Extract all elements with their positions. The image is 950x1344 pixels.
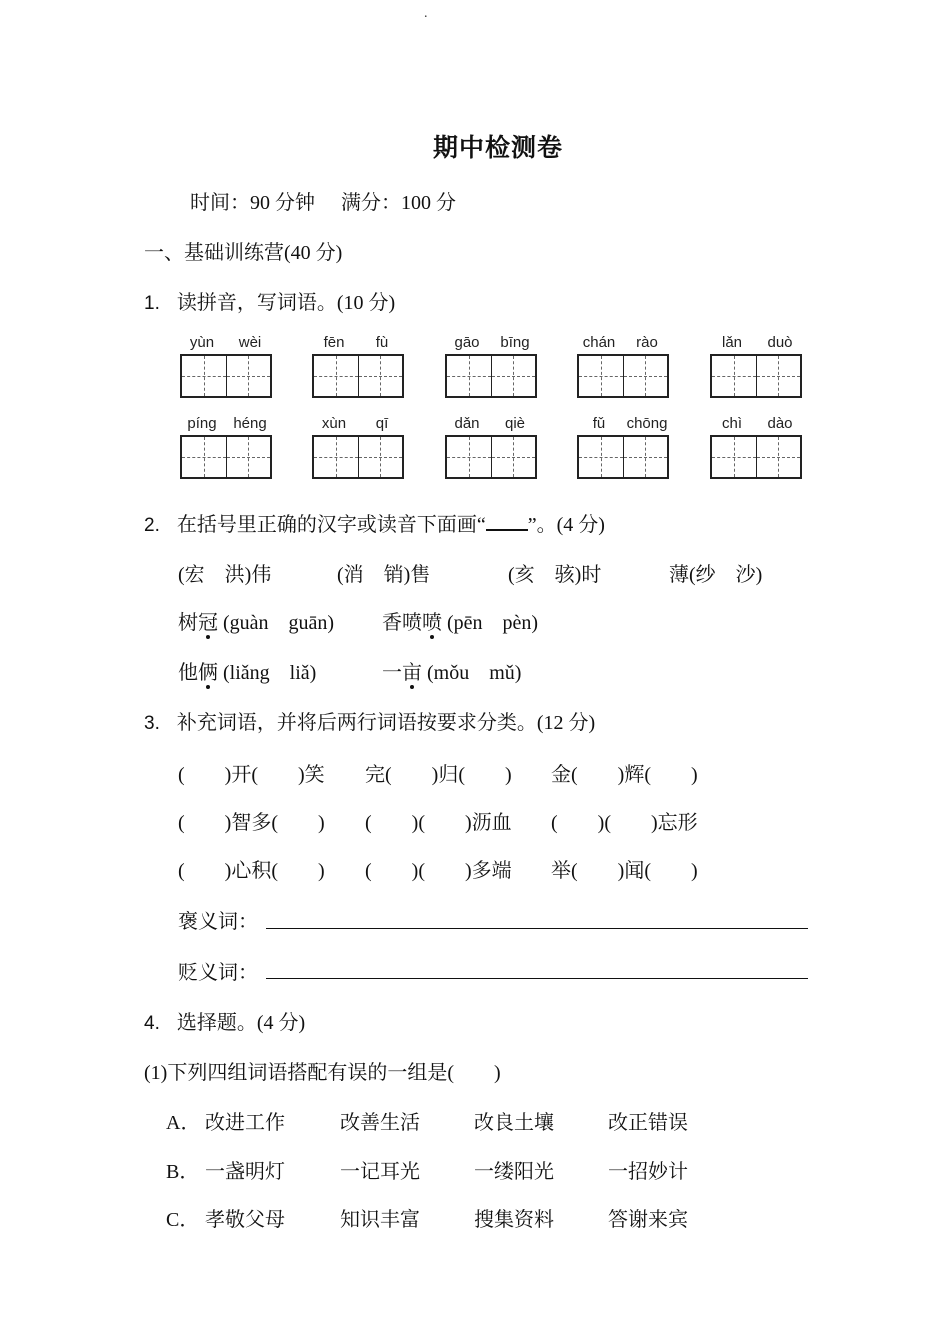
question-number: 3. [144,713,160,734]
pinyin-label [708,415,804,435]
header-dot: . [424,6,428,21]
commendatory-answer-line[interactable] [266,928,808,929]
question-number: 1. [144,293,160,314]
pinyin-write-item [178,415,274,435]
derogatory-label: 贬义词： [178,962,258,984]
idiom-blank[interactable]: ( )( )多端 [365,860,512,882]
idiom-blank[interactable]: ( )( )沥血 [365,812,512,834]
option-phrase: 答谢来宾 [608,1209,688,1231]
pinyin-syllable: píng [187,415,217,432]
writing-grid[interactable] [312,354,404,398]
option-phrase: 改良土壤 [474,1112,554,1134]
option-phrase: 一记耳光 [340,1161,420,1183]
writing-grid[interactable] [312,435,404,479]
q2-pinyin-options: (guàn guān) [218,612,335,634]
q2-pinyin-options: (mǒu mǔ) [422,662,522,684]
q2-dotted-char: 亩 [402,656,422,685]
option-phrase: 一盏明灯 [205,1161,285,1183]
option-phrase: 一招妙计 [608,1161,688,1183]
question-text: 选择题。(4 分) [176,1012,306,1034]
tianzige-cell[interactable] [182,437,226,477]
q2-word: 他 [178,662,198,684]
pinyin-syllable: fǔ [592,415,606,432]
option-label[interactable]: B． [166,1161,200,1183]
idiom-blank[interactable]: 举( )闻( ) [551,860,698,882]
pinyin-syllable: fù [375,334,389,351]
answer-underline-sample [486,513,528,531]
option-phrase: 改善生活 [340,1112,420,1134]
pinyin-syllable: dào [767,415,793,432]
pinyin-label [575,334,671,354]
idiom-blank[interactable]: ( )( )忘形 [551,812,698,834]
q2-item [382,606,538,635]
pinyin-syllable: duò [767,334,793,351]
q2-item: 薄(纱 沙) [669,564,763,586]
pinyin-write-item [575,334,671,354]
tianzige-cell[interactable] [623,356,668,396]
idiom-blank[interactable]: ( )智多( ) [178,812,325,834]
option-label[interactable]: C． [166,1209,200,1231]
commendatory-label: 褒义词： [178,911,258,933]
question-number: 2. [144,515,160,536]
pinyin-syllable: gāo [454,334,480,351]
q2-item [178,606,334,635]
pinyin-syllable: fēn [323,334,345,351]
pinyin-syllable: yùn [189,334,215,351]
q2-word: 一 [382,662,402,684]
question-text-a: 在括号里正确的汉字或读音下面画“ [176,514,486,536]
writing-grid[interactable] [710,435,802,479]
pinyin-write-item [310,334,406,354]
time-limit: 时间：90 分钟 [190,192,315,214]
pinyin-label [178,415,274,435]
writing-grid[interactable] [445,435,537,479]
pinyin-syllable: bīng [500,334,530,351]
tianzige-cell[interactable] [623,437,668,477]
q2-item [382,656,521,685]
q2-dotted-char: 俩 [198,656,218,685]
option-phrase: 搜集资料 [474,1209,554,1231]
tianzige-cell[interactable] [182,356,226,396]
option-phrase: 一缕阳光 [474,1161,554,1183]
tianzige-cell[interactable] [358,356,403,396]
pinyin-write-item [443,334,539,354]
question-4 [144,1006,305,1035]
tianzige-cell[interactable] [579,356,623,396]
derogatory-answer-line[interactable] [266,978,808,979]
pinyin-syllable: chōng [626,415,668,432]
q2-item: (宏 洪)伟 [178,564,272,586]
pinyin-syllable: chì [721,415,742,432]
page-title: 期中检测卷 [432,135,563,162]
tianzige-cell[interactable] [226,356,271,396]
tianzige-cell[interactable] [756,356,801,396]
pinyin-label [575,415,671,435]
pinyin-label [708,334,804,354]
pinyin-syllable: rào [636,334,658,351]
exam-meta [190,186,456,215]
option-label[interactable]: A． [166,1112,201,1134]
tianzige-cell[interactable] [358,437,403,477]
option-phrase: 改进工作 [205,1112,285,1134]
question-2 [144,508,605,537]
sub-question-1: (1)下列四组词语搭配有误的一组是( ) [144,1062,501,1084]
option-phrase: 改正错误 [608,1112,688,1134]
writing-grid[interactable] [577,435,669,479]
option-phrase: 知识丰富 [340,1209,420,1231]
tianzige-cell[interactable] [756,437,801,477]
idiom-blank[interactable]: ( )开( )笑 [178,764,325,786]
tianzige-cell[interactable] [491,356,536,396]
pinyin-syllable: chán [582,334,616,351]
pinyin-write-item [310,415,406,435]
idiom-blank[interactable]: 金( )辉( ) [551,764,698,786]
pinyin-syllable: qiè [504,415,526,432]
pinyin-write-item [708,415,804,435]
question-1 [144,286,395,315]
q2-dotted-char: 冠 [198,606,218,635]
full-score: 满分：100 分 [341,192,456,214]
q2-pinyin-options: (liǎng liǎ) [218,662,317,684]
tianzige-cell[interactable] [314,356,358,396]
q2-dotted-char: 喷 [422,606,442,635]
pinyin-write-item [443,415,539,435]
tianzige-cell[interactable] [579,437,623,477]
option-phrase: 孝敬父母 [205,1209,285,1231]
writing-grid[interactable] [577,354,669,398]
tianzige-cell[interactable] [447,356,491,396]
writing-grid[interactable] [180,435,272,479]
writing-grid[interactable] [445,354,537,398]
pinyin-syllable: héng [233,415,267,432]
idiom-blank[interactable]: 完( )归( ) [365,764,512,786]
q2-item: (消 销)售 [337,564,431,586]
pinyin-label [443,415,539,435]
pinyin-syllable: wèi [238,334,262,351]
question-text-b: ”。(4 分) [527,514,605,536]
question-3 [144,706,595,735]
question-number: 4. [144,1013,160,1034]
pinyin-syllable: xùn [321,415,347,432]
pinyin-label [310,415,406,435]
pinyin-label [443,334,539,354]
pinyin-write-item [575,415,671,435]
pinyin-label [310,334,406,354]
pinyin-label [178,334,274,354]
pinyin-write-item [178,334,274,354]
q2-pinyin-options: (pēn pèn) [442,612,539,634]
q2-item [178,656,316,685]
q2-word: 香喷 [382,612,422,634]
tianzige-cell[interactable] [712,437,756,477]
pinyin-syllable: qī [375,415,389,432]
q2-word: 树 [178,612,198,634]
question-text: 读拼音，写词语。(10 分) [176,292,396,314]
pinyin-syllable: dǎn [454,415,480,432]
pinyin-write-item [708,334,804,354]
tianzige-cell[interactable] [491,437,536,477]
writing-grid[interactable] [710,354,802,398]
tianzige-cell[interactable] [447,437,491,477]
tianzige-cell[interactable] [712,356,756,396]
section-heading: 一、基础训练营(40 分) [144,242,343,264]
tianzige-cell[interactable] [226,437,271,477]
question-text: 补充词语，并将后两行词语按要求分类。(12 分) [176,712,596,734]
writing-grid[interactable] [180,354,272,398]
idiom-blank[interactable]: ( )心积( ) [178,860,325,882]
tianzige-cell[interactable] [314,437,358,477]
q2-item: (亥 骇)时 [508,564,602,586]
pinyin-syllable: lǎn [721,334,743,351]
